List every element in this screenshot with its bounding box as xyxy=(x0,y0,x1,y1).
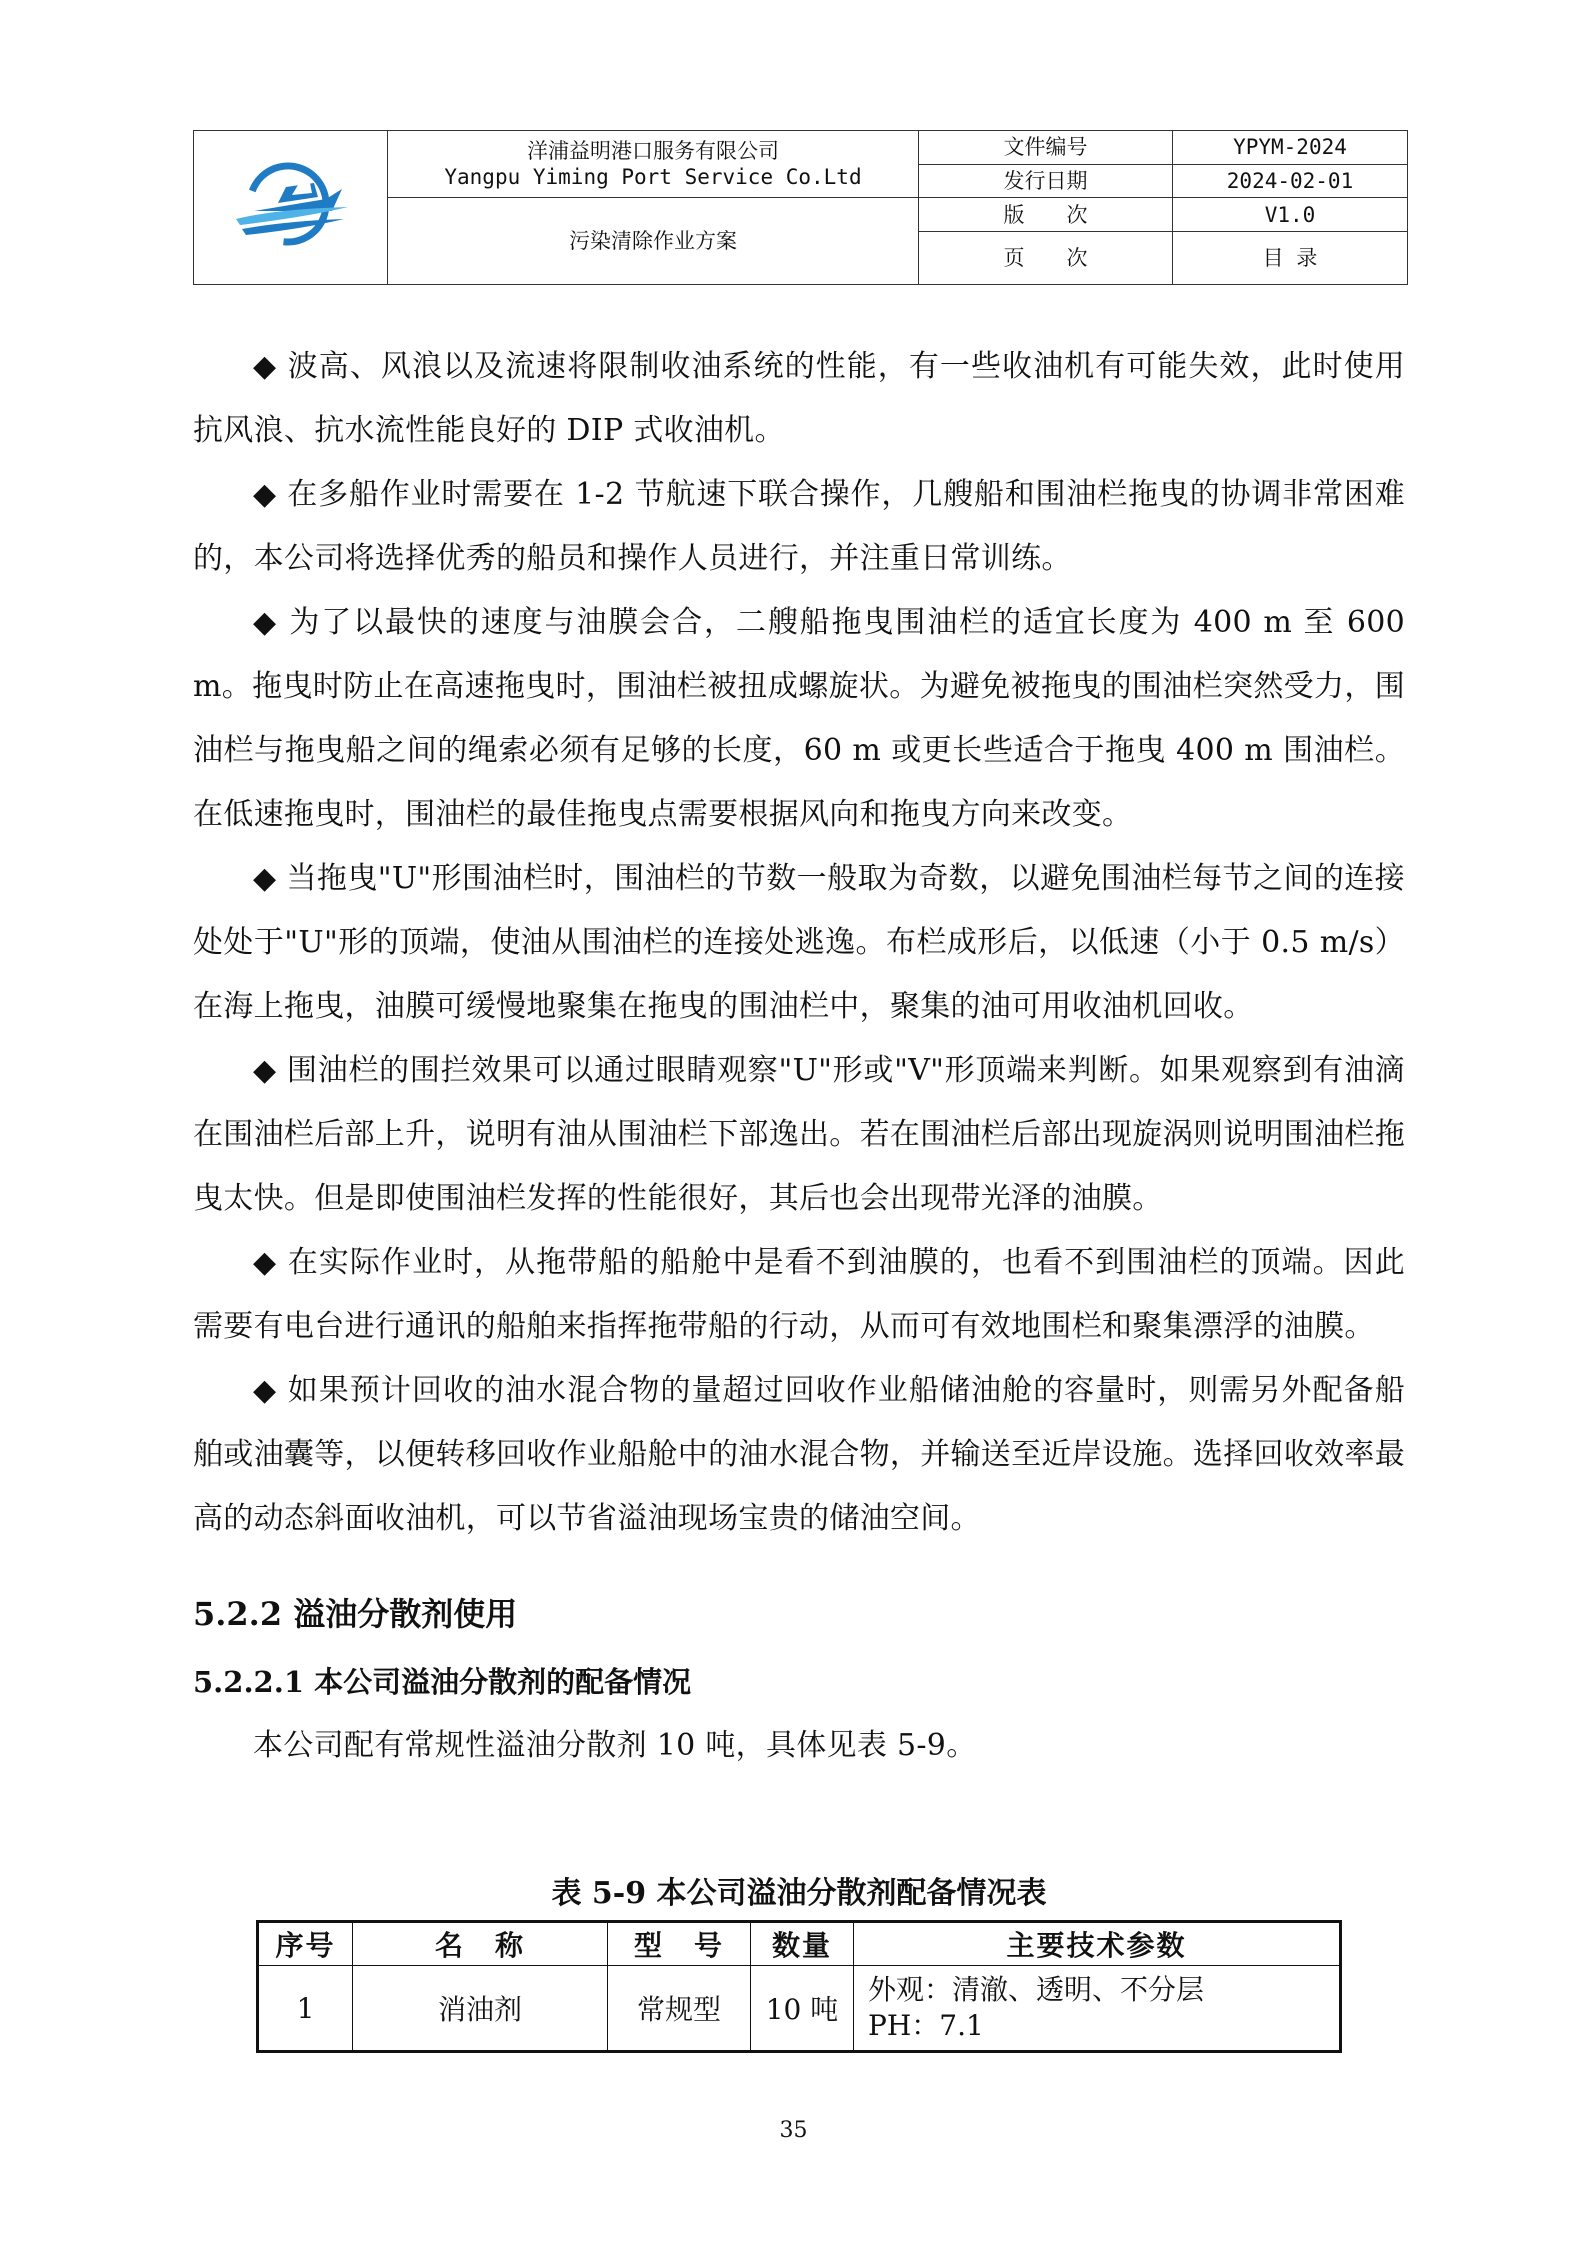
column-header: 名 称 xyxy=(353,1922,608,1966)
column-header: 序号 xyxy=(258,1922,353,1966)
header-key: 版 次 xyxy=(919,198,1173,232)
cell-name: 消油剂 xyxy=(353,1966,608,2052)
header-key: 文件编号 xyxy=(919,131,1173,165)
paragraph: ◆ 为了以最快的速度与油膜会合，二艘船拖曳围油栏的适宜长度为 400 m 至 600 m。拖曳时防止在高速拖曳时，围油栏被扭成螺旋状。为避免被拖曳的围油栏突然受力，围油栏与拖曳船之间的绳索必须有足够的长度，60 m 或更长些适合于拖曳 400 m 围油栏。在低速拖曳时，围油栏的最佳拖曳点需要根据风向和拖曳方向来改变。 xyxy=(193,605,1405,832)
section-heading: 5.2.2 溢油分散剂使用 xyxy=(193,1595,518,1633)
param-line: PH：7.1 xyxy=(868,2009,984,2042)
column-header: 主要技术参数 xyxy=(854,1922,1341,1966)
intro-paragraph: 本公司配有常规性溢油分散剂 10 吨，具体见表 5-9。 xyxy=(253,1728,977,1763)
table-caption: 表 5-9 本公司溢油分散剂配备情况表 xyxy=(551,1876,1047,1911)
subsection-heading: 5.2.2.1 本公司溢油分散剂的配备情况 xyxy=(193,1665,692,1699)
header-value: 2024-02-01 xyxy=(1173,164,1408,198)
ship-logo-icon xyxy=(226,159,356,249)
page-number: 35 xyxy=(779,2118,808,2143)
paragraph: ◆ 围油栏的围拦效果可以通过眼睛观察"U"形或"V"形顶端来判断。如果观察到有油滴在围油栏后部上升，说明有油从围油栏下部逸出。若在围油栏后部出现旋涡则说明围油栏拖曳太快。但是即使围油栏发挥的性能很好，其后也会出现带光泽的油膜。 xyxy=(193,1053,1405,1216)
header-value: V1.0 xyxy=(1173,198,1408,232)
column-header: 型 号 xyxy=(608,1922,751,1966)
company-name-cell xyxy=(388,131,919,198)
header-key: 发行日期 xyxy=(919,164,1173,198)
cell-params xyxy=(854,1966,1341,2052)
paragraph: ◆ 在实际作业时，从拖带船的船舱中是看不到油膜的，也看不到围油栏的顶端。因此需要有电台进行通讯的船舶来指挥拖带船的行动，从而可有效地围栏和聚集漂浮的油膜。 xyxy=(193,1245,1405,1344)
cell-model: 常规型 xyxy=(608,1966,751,2052)
header-value: 目 录 xyxy=(1173,232,1408,285)
company-name-en: Yangpu Yiming Port Service Co.Ltd xyxy=(444,165,862,190)
param-line: 外观：清澈、透明、不分层 xyxy=(868,1973,1205,2006)
column-header: 数量 xyxy=(751,1922,854,1966)
paragraph: ◆ 当拖曳"U"形围油栏时，围油栏的节数一般取为奇数，以避免围油栏每节之间的连接处处于"U"形的顶端，使油从围油栏的连接处逃逸。布栏成形后，以低速（小于 0.5 m/s）在海上拖曳，油膜可缓慢地聚集在拖曳的围油栏中，聚集的油可用收油机回收。 xyxy=(193,861,1405,1024)
cell-no: 1 xyxy=(258,1966,353,2052)
paragraph: ◆ 如果预计回收的油水混合物的量超过回收作业船储油舱的容量时，则需另外配备船舶或油囊等，以便转移回收作业船舱中的油水混合物，并输送至近岸设施。选择回收效率最高的动态斜面收油机，可以节省溢油现场宝贵的储油空间。 xyxy=(193,1373,1405,1536)
header-key: 页 次 xyxy=(919,232,1173,285)
body-content xyxy=(193,335,1405,1778)
cell-qty: 10 吨 xyxy=(751,1966,854,2052)
paragraph: ◆ 在多船作业时需要在 1-2 节航速下联合操作，几艘船和围油栏拖曳的协调非常困难的，本公司将选择优秀的船员和操作人员进行，并注重日常训练。 xyxy=(193,477,1405,576)
document-title: 污染清除作业方案 xyxy=(388,198,919,285)
company-name-cn: 洋浦益明港口服务有限公司 xyxy=(527,138,779,163)
table-header-row xyxy=(258,1922,1341,1966)
company-logo xyxy=(194,131,388,285)
table-row xyxy=(258,1966,1341,2052)
paragraph: ◆ 波高、风浪以及流速将限制收油系统的性能，有一些收油机有可能失效，此时使用抗风浪、抗水流性能良好的 DIP 式收油机。 xyxy=(193,349,1405,448)
document-header xyxy=(193,130,1408,285)
dispersant-table xyxy=(256,1920,1342,2053)
header-value: YPYM-2024 xyxy=(1173,131,1408,165)
